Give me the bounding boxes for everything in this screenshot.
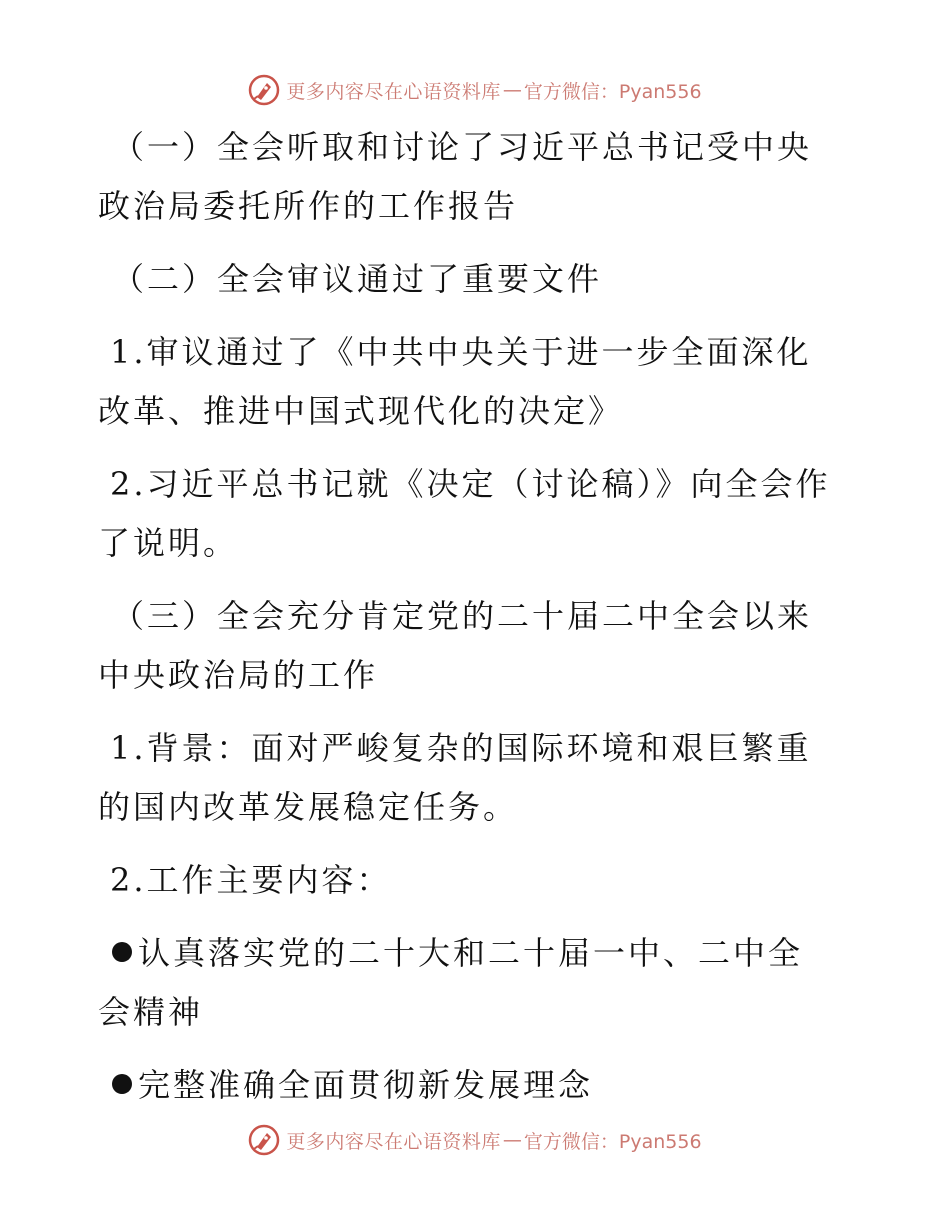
watermark-separator: — — [502, 1129, 522, 1151]
bullet-dot-icon — [112, 1074, 132, 1094]
list-item: 1.审议通过了《中共中央关于进一步全面深化改革、推进中国式现代化的决定》 — [98, 333, 812, 430]
watermark-wechat-text: 官方微信：Pyan556 — [523, 80, 702, 103]
section-heading-2: （二）全会审议通过了重要文件 — [112, 260, 603, 298]
watermark-site-text: 更多内容尽在心语资料库 — [286, 80, 501, 103]
watermark-site-text: 更多内容尽在心语资料库 — [286, 1130, 501, 1153]
list-item: 2.习近平总书记就《决定（讨论稿）》向全会作了说明。 — [98, 465, 831, 562]
bullet-item — [98, 924, 833, 1042]
section-heading-3: （三）全会充分肯定党的二十届二中全会以来中央政治局的工作 — [98, 597, 813, 694]
list-item: 2.工作主要内容： — [110, 861, 392, 899]
header-watermark — [0, 70, 950, 110]
fountain-pen-logo-icon — [248, 74, 280, 106]
bullet-dot-icon — [112, 942, 132, 962]
bullet-item — [98, 1056, 833, 1115]
footer-watermark — [0, 1120, 950, 1160]
watermark-wechat-text: 官方微信：Pyan556 — [523, 1130, 702, 1153]
list-item: 1.背景：面对严峻复杂的国际环境和艰巨繁重的国内改革发展稳定任务。 — [98, 729, 812, 826]
watermark-separator: — — [502, 79, 522, 101]
fountain-pen-logo-icon — [248, 1124, 280, 1156]
section-heading-1: （一）全会听取和讨论了习近平总书记受中央政治局委托所作的工作报告 — [98, 128, 813, 225]
bullet-text: 认真落实党的二十大和二十届一中、二中全会精神 — [98, 934, 804, 1031]
bullet-text: 完整准确全面贯彻新发展理念 — [138, 1066, 594, 1104]
document-body — [98, 118, 833, 1129]
